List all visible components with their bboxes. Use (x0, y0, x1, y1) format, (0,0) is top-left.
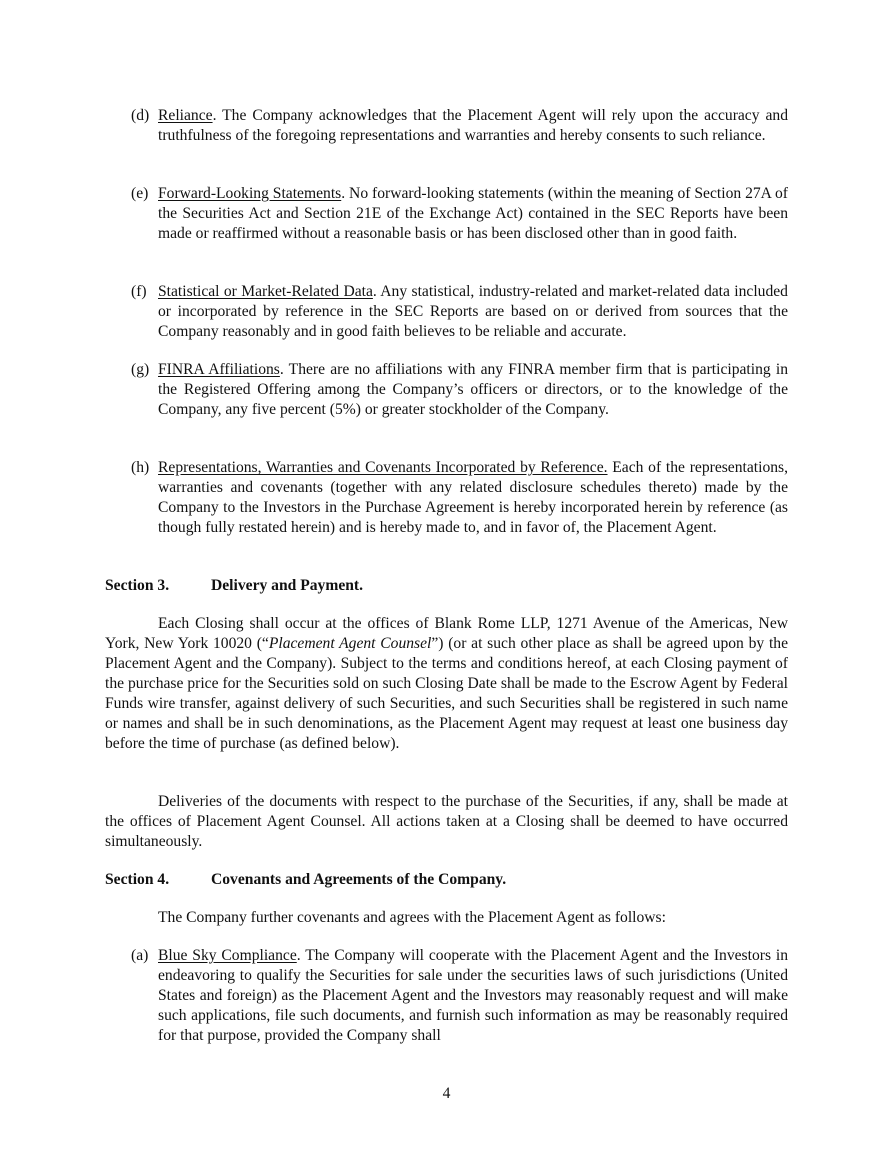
clause-marker: (e) (131, 185, 149, 202)
clause-f (131, 282, 788, 342)
clause-text: . There are no affiliations with any FINRA member firm that is participating in the Registered Offering among the Company’s officers or directors, or to the knowledge of the Company, any five percent (5%) or greater stockholder of the Company. (158, 361, 788, 418)
clause-heading: Representations, Warranties and Covenants Incorporated by Reference. (158, 459, 608, 476)
clause-marker: (f) (131, 283, 147, 300)
section-title: Delivery and Payment. (211, 577, 364, 594)
section-4-heading (105, 870, 785, 890)
section-number: Section 4. (105, 871, 170, 888)
clause-text: . Any statistical, industry-related and market-related data included or incorporated by reference in the SEC Reports are based on or derived from sources that the Company reasonably and in good faith believes to be reliable and accurate. (158, 283, 788, 340)
section-4-intro: The Company further covenants and agrees with the Placement Agent as follows: (158, 909, 666, 926)
section-title: Covenants and Agreements of the Company. (211, 871, 507, 888)
clause-g (131, 360, 788, 420)
clause-e (131, 184, 788, 244)
clause-body (158, 360, 788, 420)
clause-heading: Reliance (158, 107, 213, 124)
section-number: Section 3. (105, 577, 170, 594)
clause-body (158, 184, 788, 244)
clause-d (131, 106, 788, 146)
section-3-paragraph-1 (105, 614, 788, 754)
defined-term: Placement Agent Counsel (268, 635, 432, 652)
clause-text: Each of the representations, warranties and covenants (together with any related disclosure schedules thereto) made by the Company to the Investors in the Purchase Agreement is hereby incorporated herein by reference (as though fully restated herein) and is hereby made to, and in favor of, the Placement Agent. (158, 459, 789, 536)
clause-marker: (a) (131, 947, 149, 964)
clause-heading: Forward-Looking Statements (158, 185, 342, 202)
clause-marker: (h) (131, 459, 150, 476)
clause-marker: (g) (131, 361, 150, 378)
clause-heading: Statistical or Market-Related Data (158, 283, 373, 300)
page-number: 4 (442, 1085, 451, 1102)
clause-heading: FINRA Affiliations (158, 361, 280, 378)
clause-text: . The Company will cooperate with the Placement Agent and the Investors in endeavoring to qualify the Securities for sale under the securities laws of such jurisdictions (United States and foreign) as the Placement Agent and the Investors may reasonably request and will make such applications, file such documents, and furnish such information as may be reasonably required for that purpose, provided the Company shall (158, 947, 788, 1044)
section-3-paragraph-2: Deliveries of the documents with respect to the purchase of the Securities, if any, shall be made at the offices of Placement Agent Counsel. All actions taken at a Closing shall be deemed to have occurred simultaneously. (105, 793, 788, 850)
clause-body (158, 106, 788, 146)
clause-h (131, 458, 788, 538)
paragraph-text-after: ”) (or at such other place as shall be agreed upon by the Placement Agent and the Company). Subject to the terms and conditions hereof, at each Closing payment of the purchase price for the Securities sold on such Closing Date shall be made to the Escrow Agent by Federal Funds wire transfer, against delivery of such Securities, and such Securities shall be registered in such name or names and shall be in such denominations, as the Placement Agent may request at least one business day before the time of purchase (as defined below). (105, 635, 789, 752)
clause-marker: (d) (131, 107, 150, 124)
clause-heading: Blue Sky Compliance (158, 947, 297, 964)
paragraph-text-before: Each Closing shall occur at the offices of Blank Rome LLP, 1271 Avenue of the Americas, New York, New York 10020 (“ (105, 615, 788, 652)
section-3-heading (105, 576, 785, 596)
clause-body (158, 946, 788, 1046)
clause-body (158, 458, 788, 538)
clause-text: . No forward-looking statements (within the meaning of Section 27A of the Securities Act and Section 21E of the Exchange Act) contained in the SEC Reports have been made or reaffirmed without a reasonable basis or has been disclosed other than in good faith. (158, 185, 788, 242)
clause-4a (131, 946, 788, 1046)
clause-text: . The Company acknowledges that the Placement Agent will rely upon the accuracy and truthfulness of the foregoing representations and warranties and hereby consents to such reliance. (158, 107, 788, 144)
clause-body (158, 282, 788, 342)
